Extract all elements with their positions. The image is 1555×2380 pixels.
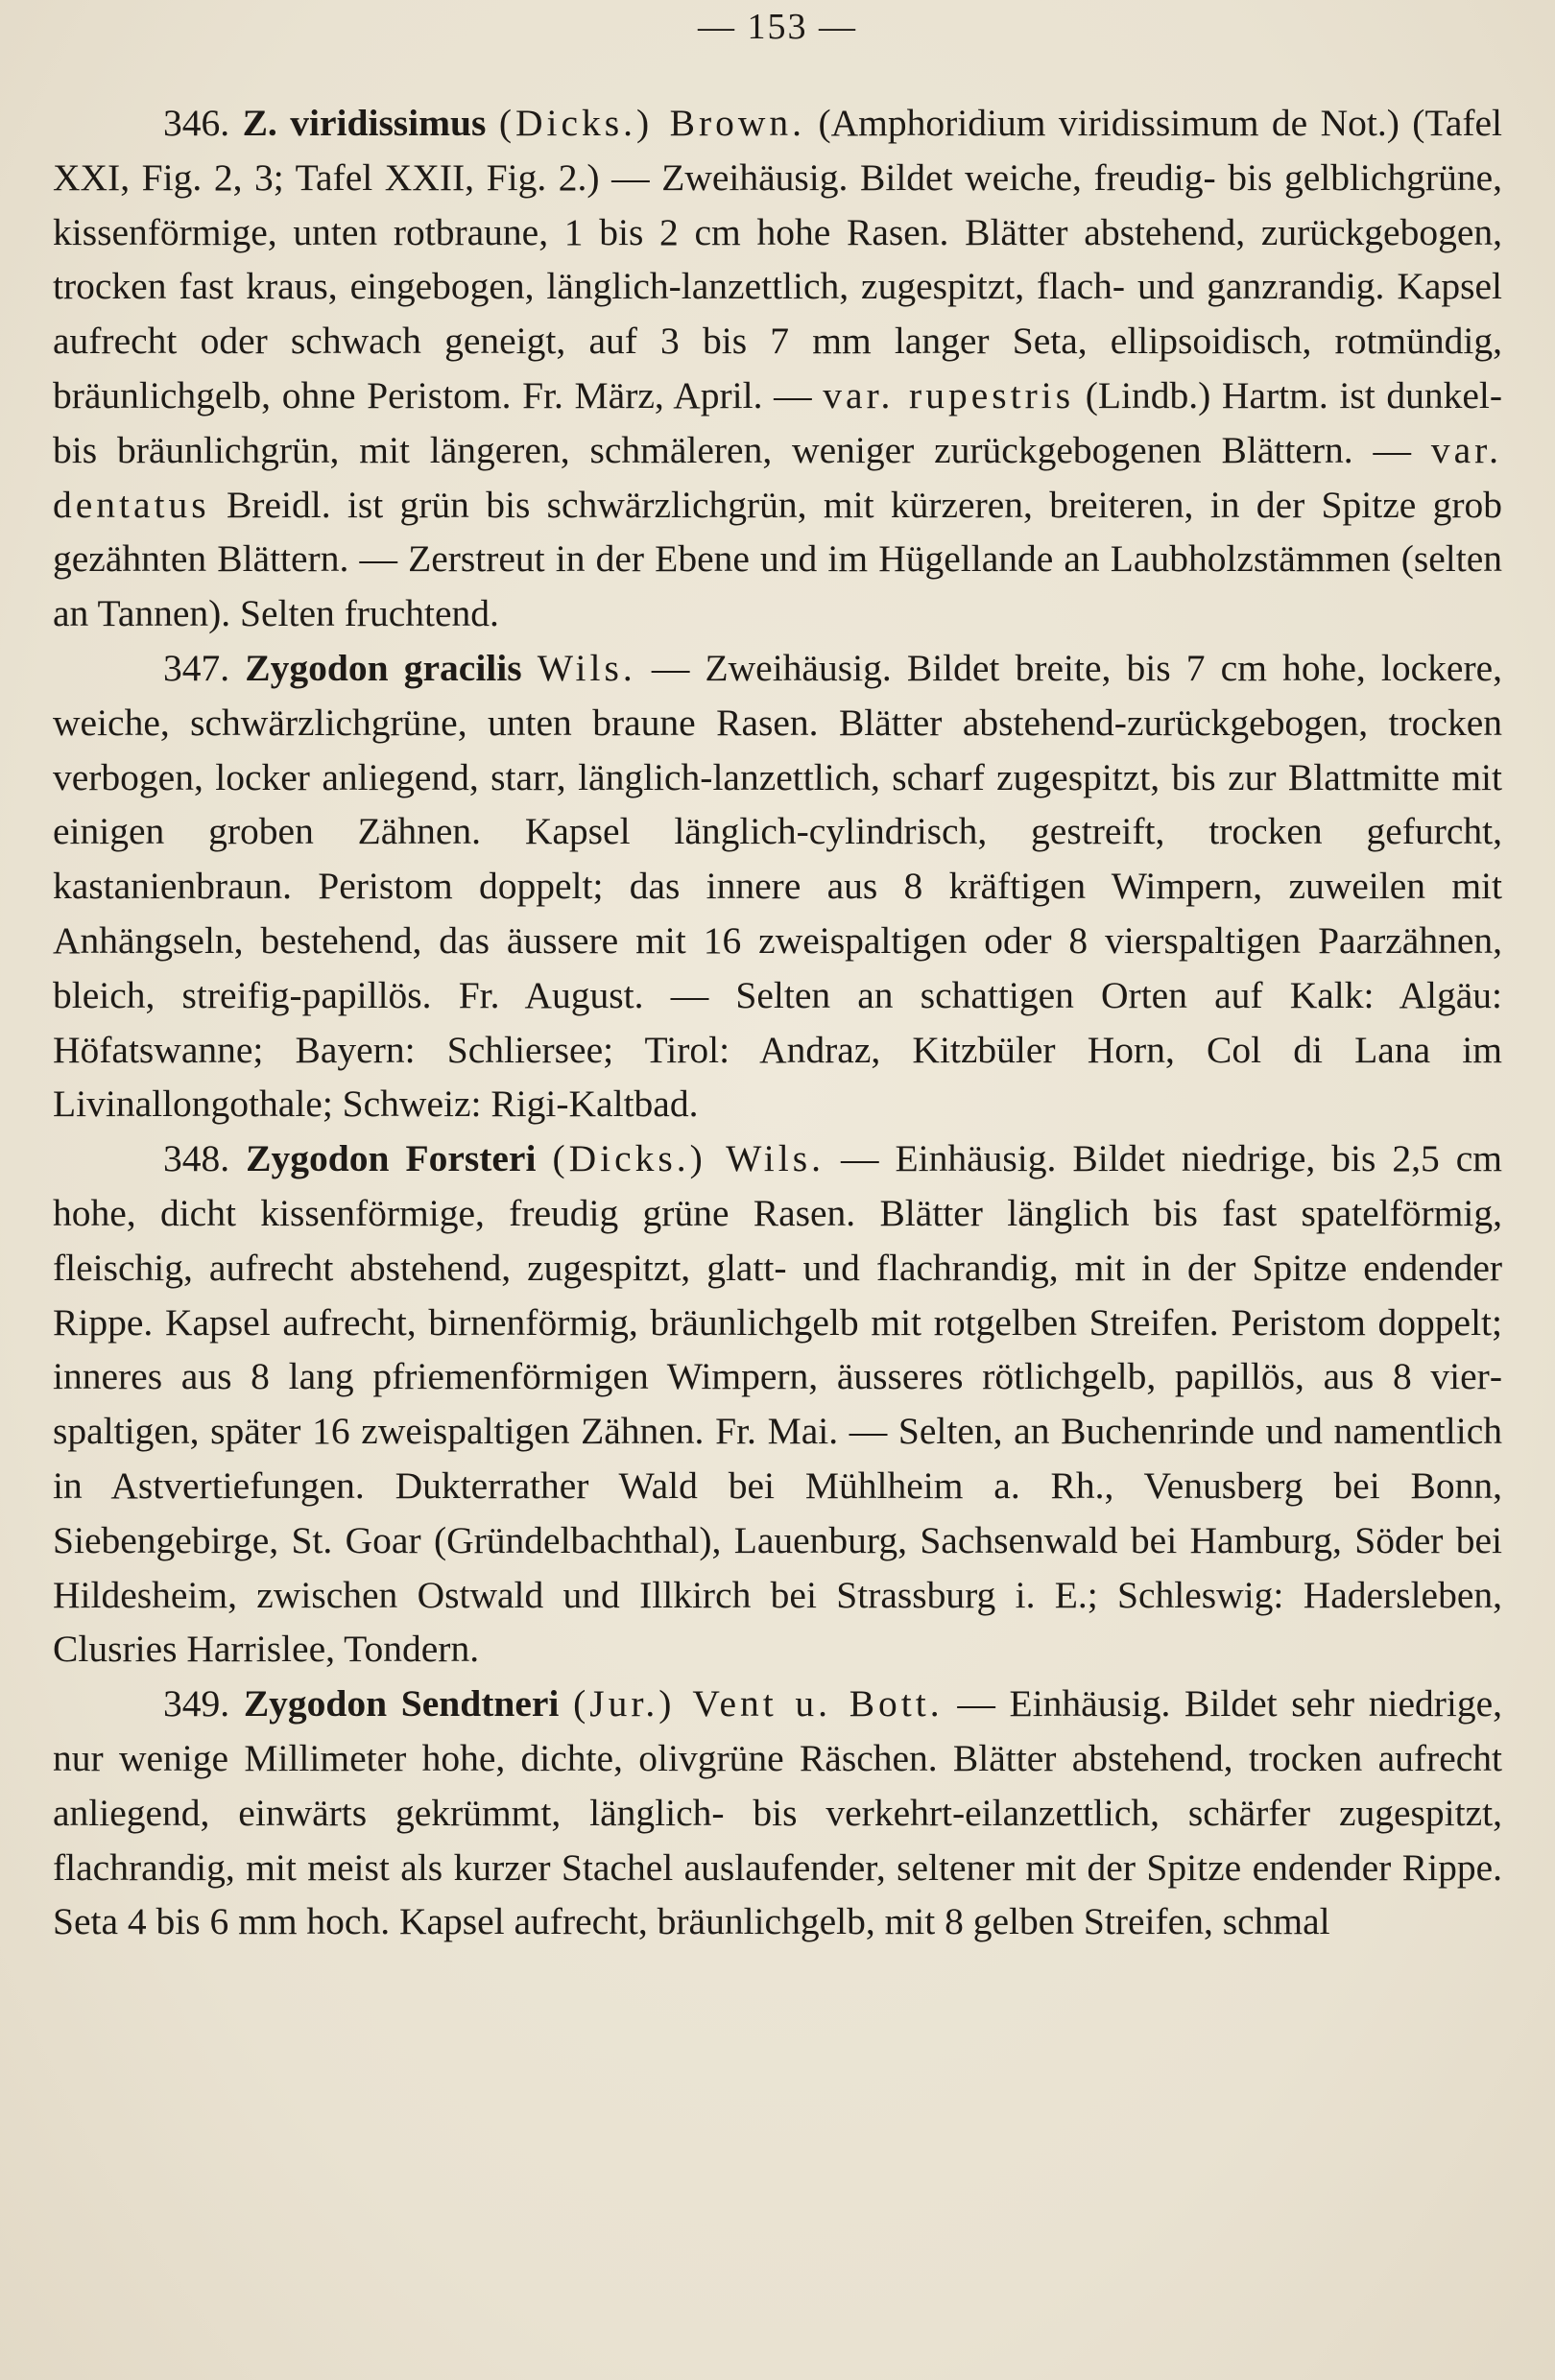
entry-number: 349. — [163, 1682, 230, 1726]
species-entry-346 — [53, 96, 1502, 641]
genus-name: Zygodon — [246, 1137, 390, 1180]
entry-description: — Einhäusig. Bildet sehr niedrige, nur wenige Millimeter hohe, dichte, olivgrüne Räschen. Blätter abstehend, trocken aufrecht anliegend, einwärts gekrümmt, länglich- bis verkehrt-eilanzettlich, schärfer zugespitzt, flachrandig, mit meist als kurzer Stachel auslaufender, seltener mit der Spitze endender Rippe. Seta 4 bis 6 mm hoch. Kapsel aufrecht, bräunlichgelb, mit 8 gelben Streifen, schmal — [53, 1682, 1503, 1943]
entry-number: 348. — [163, 1137, 230, 1180]
variety-label: var. rupestris — [823, 373, 1075, 416]
species-name: Forsteri — [405, 1137, 537, 1180]
species-entry-349 — [53, 1677, 1502, 1949]
authority: (Jur.) Vent u. Bott. — [573, 1682, 944, 1726]
species-entry-347 — [53, 641, 1502, 1131]
species-name: viridissimus — [290, 102, 487, 144]
authority: (Dicks.) Brown. — [498, 102, 806, 144]
genus-name: Zygodon — [243, 1682, 388, 1726]
authority: Wils. — [537, 646, 636, 689]
page-number: — 153 — — [698, 7, 857, 47]
variety-description: (Lindb.) Hartm. ist dunkel- bis bräunlichgrün, mit längeren, schmäleren, weniger zurückgebogenen Blättern. — — [53, 373, 1502, 471]
variety-label: var. dentatus — [53, 428, 1502, 526]
species-name: Sendtneri — [400, 1682, 560, 1726]
genus-name: Zygodon — [245, 646, 389, 689]
variety-description: Breidl. ist grün bis schwärzlichgrün, mit kürzeren, breiteren, in der Spitze grob gezähnten Blättern. — Zerstreut in der Ebene und im Hügellande an Laubholzstämmen (selten an Tannen). Selten fruchtend. — [53, 483, 1502, 635]
species-entry-348 — [53, 1131, 1502, 1677]
entry-description: — Zweihäusig. Bildet breite, bis 7 cm hohe, lockere, weiche, schwärzlichgrüne, unten braune Rasen. Blätter abstehend-zurückgebogen, trocken verbogen, locker anliegend, starr, länglich-lanzettlich, scharf zugespitzt, bis zur Blattmitte mit einigen groben Zähnen. Kapsel länglich-cylindrisch, gestreift, trocken gefurcht, kastanienbraun. Peristom doppelt; das innere aus 8 kräftigen Wimpern, zuweilen mit Anhängseln, bestehend, das äussere mit 16 zweispaltigen oder 8 vierspaltigen Paarzähnen, bleich, streifig-papillös. Fr. August. — Selten an schattigen Orten auf Kalk: Algäu: Höfatswanne; Bayern: Schliersee; Tirol: Andraz, Kitzbüler Horn, Col di Lana im Livinallongothale; Schweiz: Rigi-Kaltbad. — [53, 646, 1503, 1126]
authority: (Dicks.) Wils. — [552, 1137, 825, 1180]
entry-description: (Amphoridium viridissimum de Not.) (Tafel XXI, Fig. 2, 3; Tafel XXII, Fig. 2.) — Zweihäusig. Bildet weiche, freudig- bis gelblichgrüne, kissenförmige, unten rotbraune, 1 bis 2 cm hohe Rasen. Blätter abstehend, zurückgebogen, trocken fast kraus, eingebogen, länglich-lanzettlich, zugespitzt, flach- und ganzrandig. Kapsel aufrecht oder schwach geneigt, auf 3 bis 7 mm langer Seta, ellipsoidisch, rotmündig, bräunlichgelb, ohne Peristom. Fr. März, April. — — [53, 102, 1503, 416]
species-name: gracilis — [403, 646, 522, 689]
entry-description: — Einhäusig. Bildet niedrige, bis 2,5 cm hohe, dicht kissenförmige, freudig grüne Rasen. Blätter länglich bis fast spatelförmig, fleischig, aufrecht abstehend, zugespitzt, glatt- und flachrandig, mit in der Spitze endender Rippe. Kapsel aufrecht, birnenförmig, bräunlichgelb mit rotgelben Streifen. Peristom doppelt; inneres aus 8 lang pfriemenförmigen Wimpern, äusseres rötlichgelb, papillös, aus 8 vierspaltigen, später 16 zweispaltigen Zähnen. Fr. Mai. — Selten, an Buchenrinde und namentlich in Astvertiefungen. Dukterrather Wald bei Mühlheim a. Rh., Venusberg bei Bonn, Siebengebirge, St. Goar (Gründelbachthal), Lauenburg, Sachsenwald bei Hamburg, Söder bei Hildesheim, zwischen Ostwald und Illkirch bei Strassburg i. E.; Schleswig: Hadersleben, Clusries Harrislee, Tondern. — [53, 1137, 1502, 1671]
entry-number: 346. — [163, 102, 230, 144]
page-body — [53, 96, 1502, 1949]
genus-name: Z. — [242, 102, 277, 144]
entry-number: 347. — [163, 646, 230, 689]
